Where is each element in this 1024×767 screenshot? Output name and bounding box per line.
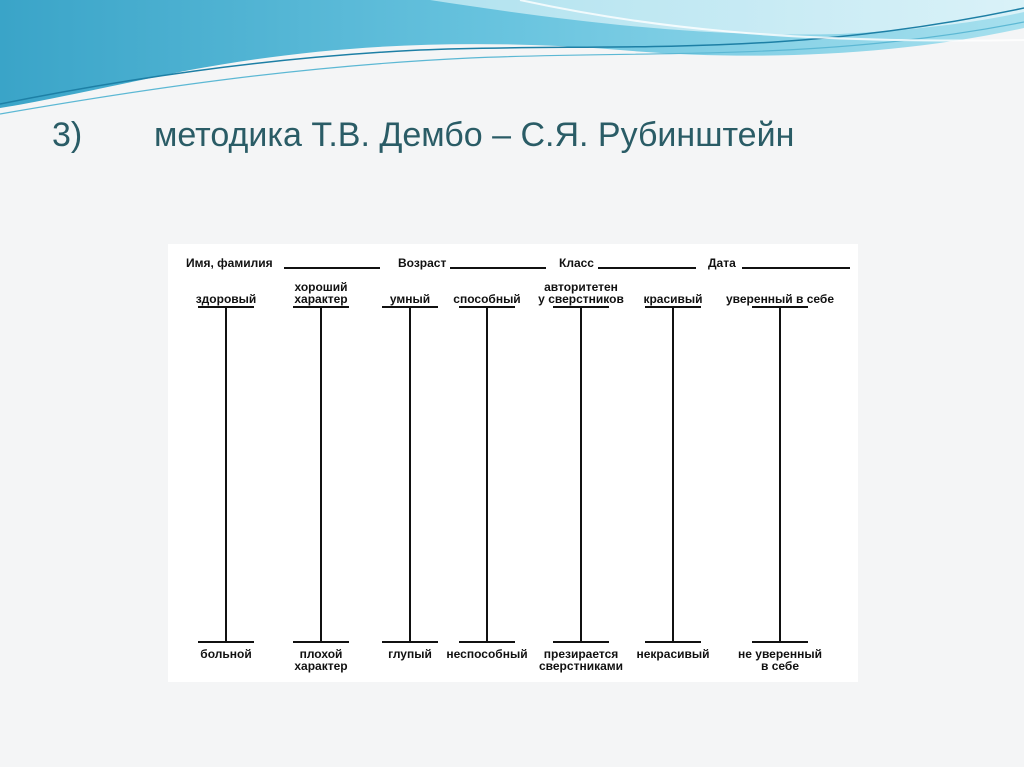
scale-top-label: здоровый — [195, 292, 257, 306]
class-label: Класс — [559, 256, 594, 270]
dembo-rubinstein-form — [168, 244, 858, 682]
scale-bottom-label: больной — [200, 647, 252, 661]
scale-bottom-label: в себе — [761, 659, 799, 673]
decorative-wave-header — [0, 0, 1024, 120]
scale-bottom-label: презирается — [543, 647, 619, 661]
scale-top-label: хороший — [294, 280, 348, 294]
scale-bottom-label: сверстниками — [538, 659, 624, 673]
scale-bottom-label: характер — [294, 659, 348, 673]
scale-top-label: уверенный в себе — [725, 292, 835, 306]
scale-top-label: характер — [294, 292, 348, 306]
scale-bottom-label: не уверенный — [738, 647, 822, 661]
age-label: Возраст — [398, 256, 447, 270]
scale-top-label: авторитетен — [544, 280, 618, 294]
form-lines — [168, 244, 858, 682]
scale-top-label: умный — [389, 292, 431, 306]
scale-top-label: у сверстников — [538, 292, 624, 306]
date-label: Дата — [708, 256, 736, 270]
scale-top-label: способный — [453, 292, 521, 306]
slide-title-text: методика Т.В. Дембо – С.Я. Рубинштейн — [154, 116, 795, 154]
scale-top-label: красивый — [643, 292, 703, 306]
scale-bottom-label: некрасивый — [636, 647, 710, 661]
scale-bottom-label: неспособный — [446, 647, 528, 661]
name-label: Имя, фамилия — [186, 256, 273, 270]
slide-number: 3) — [52, 116, 83, 154]
scale-bottom-label: глупый — [388, 647, 432, 661]
scale-bottom-label: плохой — [299, 647, 343, 661]
